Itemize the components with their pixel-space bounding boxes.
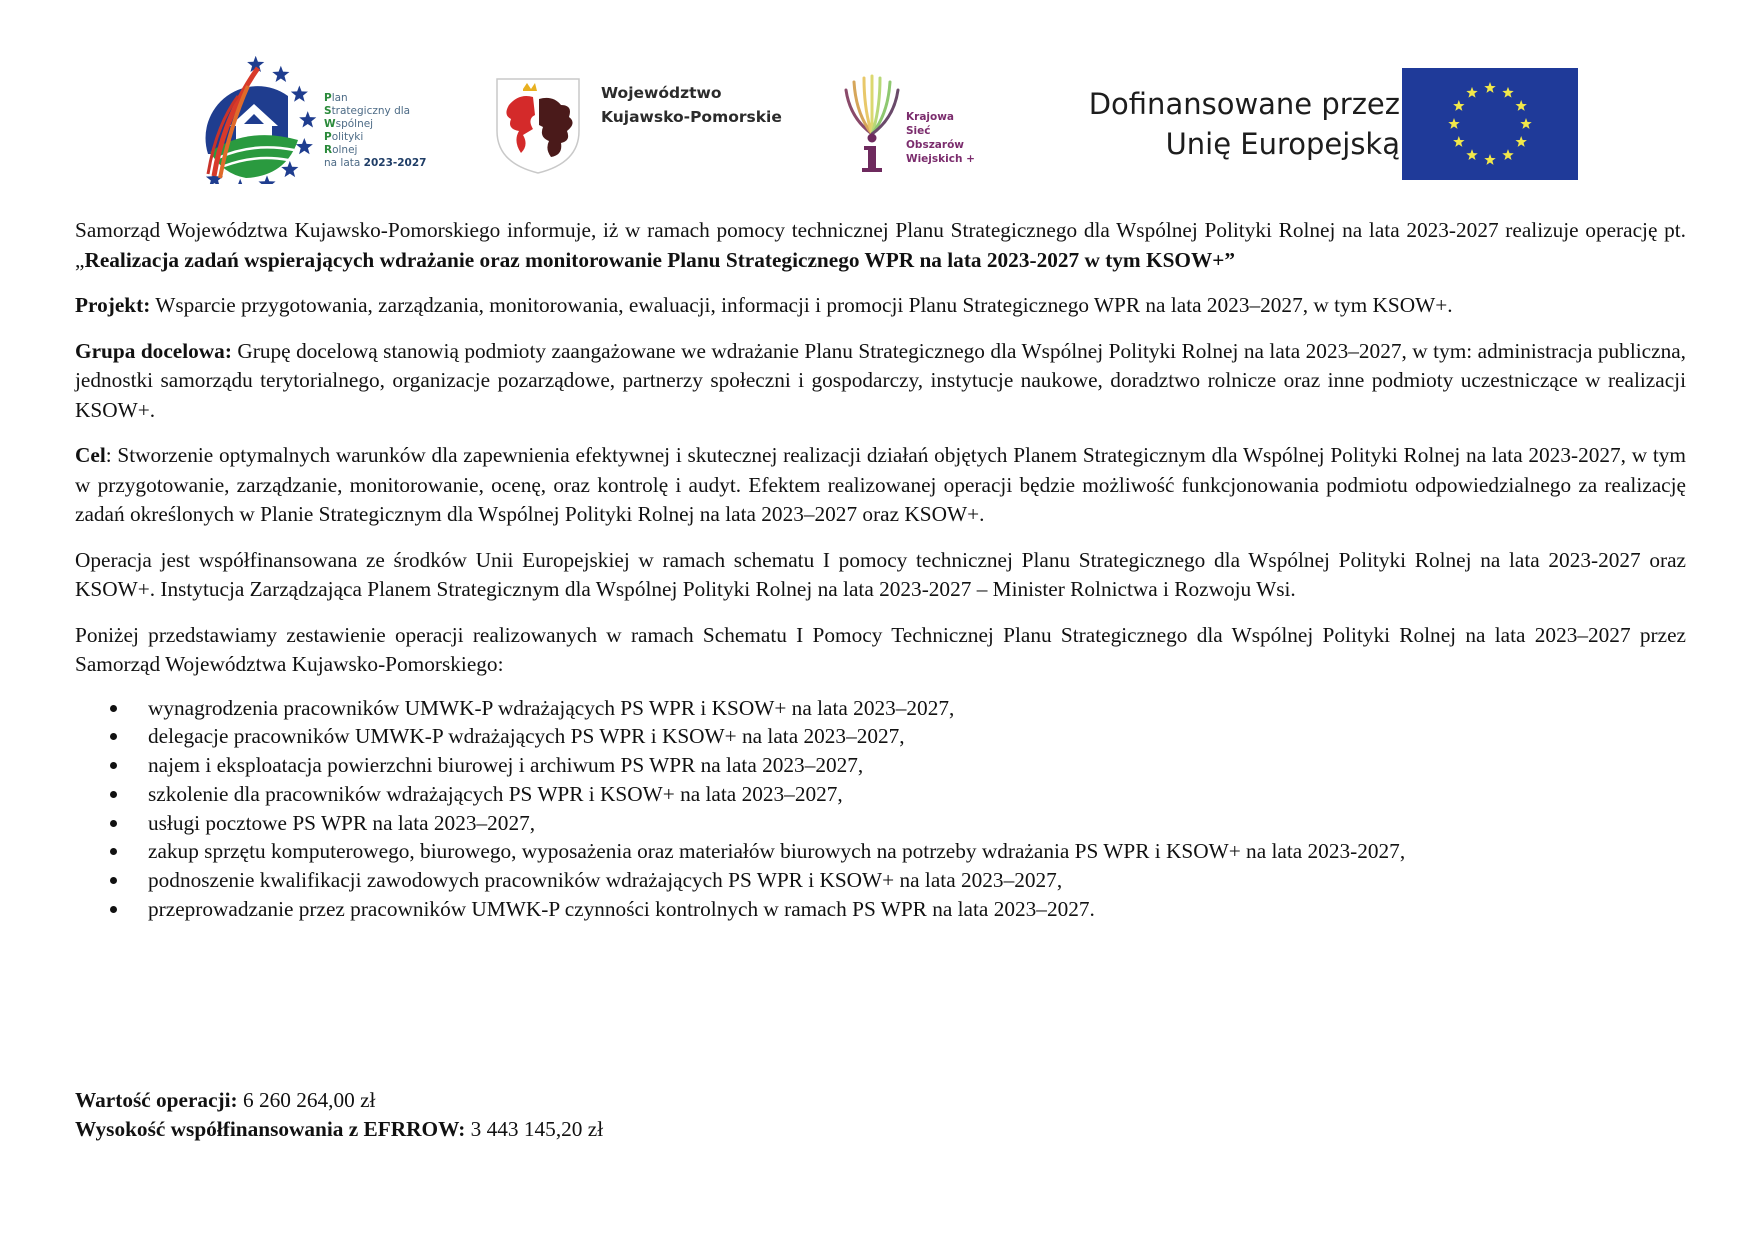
eu-star-icon [1484,82,1495,93]
operacja-text: Operacja jest współfinansowana ze środków Unii Europejskiej w ramach schematu I pomocy technicznej Planu Strategicznego dla Wspólnej Polityki Rolnej na lata 2023-2027 oraz KSOW+. Instytucja Zarządzająca Planem Strategicznym dla Wspólnej Polityki Rolnej na lata 2023-2027 – Minister Rolnictwa i Rozwoju Wsi. [75,547,1686,601]
eu-line2: Unię Europejską [1165,127,1400,161]
list-item-text: podnoszenie kwalifikacji zawodowych pracowników wdrażających PS WPR i KSOW+ na lata 2023–2027, [148,868,1063,893]
eu-cofunding-text [1089,84,1400,164]
intro-text: Samorząd Województwa Kujawsko-Pomorskiego informuje, iż w ramach pomocy technicznej Planu Strategicznego dla Wspólnej Polityki Rolnej na lata 2023-2027 realizuje operację pt. „ [75,218,1686,272]
list-item [110,751,1686,780]
cel-label: Cel [75,443,106,467]
ksow-emblem-icon [838,74,908,174]
ps-initial: P [324,92,332,104]
list-item-text: usługi pocztowe PS WPR na lata 2023–2027, [148,810,536,835]
bullet-icon [110,906,117,913]
operation-value-label: Wartość operacji: [75,1088,238,1112]
cel-text: : Stworzenie optymalnych warunków dla zapewnienia efektywnej i skutecznej realizacji działań objętych Planem Strategicznym dla Wspólnej Polityki Rolnej na lata 2023-2027, w tym w przygotowanie, zarządzanie, monitorowanie, ocenę, oraz kontrolę i audyt. Efektem realizowanej operacji będzie możliwość funkcjonowania podmiotu odpowiedzialnego za realizację zadań określonych w Planie Strategicznym dla Wspólnej Polityki Rolnej na lata 2023–2027 oraz KSOW+. [75,443,1686,526]
bullet-icon [110,877,117,884]
ksow-line3: Obszarów [906,139,964,151]
wojewodztwo-text [601,81,782,129]
ps-line: lan [331,92,348,104]
ps-line: olnej [332,144,358,156]
bullet-icon [110,733,117,740]
list-item [110,809,1686,838]
list-item-text: szkolenie dla pracowników wdrażających PS WPR i KSOW+ na lata 2023–2027, [148,781,843,806]
list-item [110,780,1686,809]
list-item-text: zakup sprzętu komputerowego, biurowego, wyposażenia oraz materiałów biurowych na potrzeby wdrażania PS WPR i KSOW+ na lata 2023-2027, [148,839,1406,864]
wojewodztwo-line2: Kujawsko-Pomorskie [601,108,782,126]
list-item [110,895,1686,924]
cofinancing-amount: 3 443 145,20 zł [465,1117,604,1141]
bullet-icon [110,848,117,855]
eu-star-icon [1515,136,1526,147]
plan-strategiczny-logo [168,56,458,184]
list-item [110,837,1686,866]
zestawienie-text: Poniżej przedstawiamy zestawienie operacji realizowanych w ramach Schematu I Pomocy Technicznej Planu Strategicznego dla Wspólnej Polityki Rolnej na lata 2023–2027 przez Samorząd Województwa Kujawsko-Pomorskiego: [75,622,1686,676]
operacja-paragraph [75,546,1686,605]
ksow-line4: Wiejskich + [906,153,975,165]
ps-star-icon [258,175,275,184]
amounts-block [75,1086,603,1144]
bullet-icon [110,820,117,827]
ps-initial: S [324,105,332,117]
eu-star-icon [1515,100,1526,111]
ps-line: trategiczny dla [331,105,411,117]
ps-initial: P [324,131,332,143]
cofinancing-label: Wysokość współfinansowania z EFRROW: [75,1117,466,1141]
eu-star-icon [1502,149,1513,160]
eu-star-icon [1520,118,1531,129]
ksow-logo [838,74,998,174]
eu-cofunding-logo [1030,66,1590,184]
ps-star-icon [296,138,313,154]
operation-title: Realizacja zadań wspierających wdrażanie oraz monitorowanie Planu Strategicznego WPR na lata 2023-2027 w tym KSOW+” [84,247,1236,272]
list-item [110,722,1686,751]
list-item-text: delegacje pracowników UMWK-P wdrażających PS WPR i KSOW+ na lata 2023–2027, [148,724,905,749]
ksow-text [906,110,975,166]
eu-star-icon [1502,87,1513,98]
ps-star-icon [299,111,316,127]
list-item-text: najem i eksploatacja powierzchni biurowej i archiwum PS WPR na lata 2023–2027, [148,753,864,778]
cel-paragraph [75,441,1686,530]
grupa-paragraph [75,337,1686,426]
cofinancing-value [75,1115,603,1144]
eu-flag-icon [1402,68,1578,180]
ps-line: spólnej [335,118,374,130]
ksow-line1: Krajowa [906,111,954,123]
eu-stars-icon [1402,68,1578,180]
ps-initial: R [324,144,333,156]
coat-of-arms-icon [493,75,583,175]
plan-strategiczny-text [324,92,426,170]
bullet-icon [110,791,117,798]
grupa-text: Grupę docelową stanowią podmioty zaangażowane we wdrażanie Planu Strategicznego dla Wspólnej Polityki Rolnej na lata 2023–2027, w tym: administracja publiczna, jednostki samorządu terytorialnego, organizacje pozarządowe, partnerzy społeczni i gospodarczy, instytucje naukowe, doradztwo rolnicze oraz inne podmioty uczestniczące w realizacji KSOW+. [75,338,1686,422]
eu-star-icon [1466,87,1477,98]
list-item [110,866,1686,895]
eu-line1: Dofinansowane przez [1088,87,1400,121]
logo-header [0,50,1755,190]
zestawienie-paragraph [75,621,1686,680]
bullet-icon [110,705,117,712]
ps-star-icon [291,85,308,101]
eu-star-icon [1453,136,1464,147]
ps-line: na lata [324,157,364,169]
bullet-icon [110,762,117,769]
wojewodztwo-line1: Województwo [601,84,722,102]
document-body [75,216,1686,924]
ps-line: olityki [331,131,364,143]
wojewodztwo-logo [493,75,803,175]
eu-star-icon [1466,149,1477,160]
operation-value [75,1086,603,1115]
projekt-text: Wsparcie przygotowania, zarządzania, monitorowania, ewaluacji, informacji i promocji Planu Strategicznego WPR na lata 2023–2027, w tym KSOW+. [150,293,1453,317]
plan-strategiczny-emblem-icon [168,56,318,184]
grupa-label: Grupa docelowa: [75,338,232,363]
eu-star-icon [1448,118,1459,129]
eu-star-icon [1484,154,1495,165]
eu-star-icon [1453,100,1464,111]
ksow-line2: Sieć [906,125,931,137]
projekt-paragraph [75,291,1686,321]
operations-list [110,694,1686,924]
ps-star-icon [272,66,289,82]
operation-value-amount: 6 260 264,00 zł [237,1088,376,1112]
ps-initial: W [324,118,336,130]
projekt-label: Projekt: [75,293,151,317]
list-item-text: przeprowadzanie przez pracowników UMWK-P czynności kontrolnych w ramach PS WPR na lata 2023–2027. [148,897,1095,922]
list-item-text: wynagrodzenia pracowników UMWK-P wdrażających PS WPR i KSOW+ na lata 2023–2027, [148,695,955,720]
ps-years: 2023-2027 [363,157,427,169]
intro-paragraph [75,216,1686,275]
list-item [110,694,1686,723]
ps-star-icon [232,179,249,184]
